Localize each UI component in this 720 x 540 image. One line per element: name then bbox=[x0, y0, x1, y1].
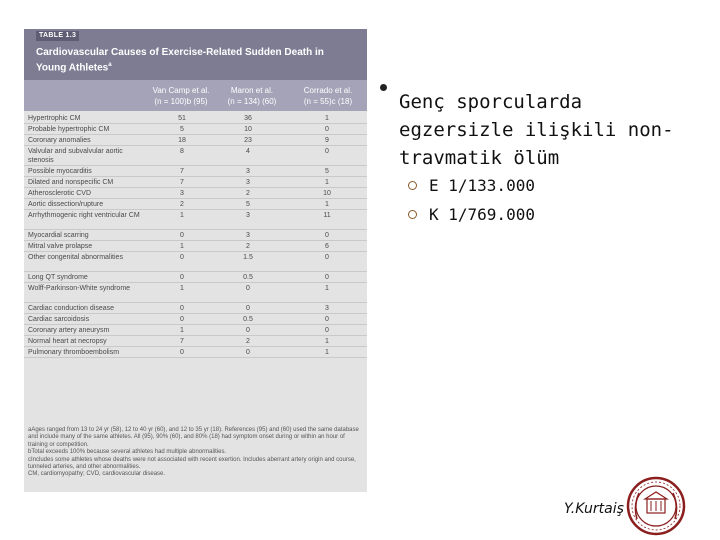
sub-bullet-item bbox=[408, 176, 535, 195]
table-row bbox=[24, 252, 367, 272]
column-header-line2: (n = 100)b (95) bbox=[154, 97, 208, 106]
row-value: 0 bbox=[180, 232, 184, 239]
row-value: 11 bbox=[323, 212, 331, 219]
main-bullet-text: Genç sporcularda egzersizle ilişkili non-travmatik ölüm bbox=[399, 91, 674, 169]
row-value: 1 bbox=[180, 243, 184, 250]
row-value: 1 bbox=[325, 349, 329, 356]
row-value: 2 bbox=[180, 201, 184, 208]
table-row bbox=[24, 188, 367, 199]
circle-bullet-icon bbox=[408, 181, 417, 190]
table-row bbox=[24, 272, 367, 283]
row-value: 0 bbox=[246, 285, 250, 292]
table-footnotes bbox=[28, 427, 363, 479]
row-label: Arrhythmogenic right ventricular CM bbox=[28, 212, 140, 219]
row-value: 18 bbox=[178, 137, 186, 144]
table-row bbox=[24, 314, 367, 325]
row-value: 8 bbox=[180, 148, 184, 155]
row-label: Normal heart at necropsy bbox=[28, 338, 107, 345]
row-value: 1 bbox=[325, 201, 329, 208]
footnote: cIncludes some athletes whose deaths were not associated with recent exertion. Includes aberrant artery origin and course, tunneled arteries, and other abnormalities. bbox=[28, 456, 356, 471]
row-value: 3 bbox=[246, 179, 250, 186]
column-header-line1: Van Camp et al. bbox=[152, 86, 210, 95]
table-header-band bbox=[24, 29, 367, 80]
row-label: Cardiac conduction disease bbox=[28, 305, 114, 312]
row-value: 2 bbox=[246, 190, 250, 197]
row-value: 4 bbox=[246, 148, 250, 155]
row-value: 51 bbox=[178, 115, 186, 122]
row-value: 36 bbox=[244, 115, 252, 122]
row-value: 23 bbox=[244, 137, 252, 144]
row-label: Coronary anomalies bbox=[28, 137, 91, 144]
row-value: 6 bbox=[325, 243, 329, 250]
row-value: 10 bbox=[244, 126, 252, 133]
row-label: Dilated and nonspecific CM bbox=[28, 179, 114, 186]
row-label: Possible myocarditis bbox=[28, 168, 92, 175]
circle-bullet-icon bbox=[408, 210, 417, 219]
row-value: 1 bbox=[325, 179, 329, 186]
row-value: 3 bbox=[246, 212, 250, 219]
footnote: bTotal exceeds 100% because several athletes had multiple abnormalities. bbox=[28, 449, 227, 456]
table-row bbox=[24, 166, 367, 177]
university-seal-icon bbox=[625, 475, 687, 537]
row-value: 3 bbox=[180, 190, 184, 197]
row-value: 1 bbox=[325, 115, 329, 122]
table-row bbox=[24, 124, 367, 135]
row-value: 0 bbox=[325, 232, 329, 239]
row-label: Aortic dissection/rupture bbox=[28, 201, 104, 208]
table-row bbox=[24, 325, 367, 336]
author-name: Y.Kurtaiş bbox=[564, 501, 624, 517]
table-body bbox=[24, 113, 367, 358]
row-value: 5 bbox=[180, 126, 184, 133]
row-value: 0 bbox=[180, 316, 184, 323]
table-row bbox=[24, 336, 367, 347]
table-row bbox=[24, 303, 367, 314]
column-header-van-camp bbox=[138, 85, 224, 107]
row-value: 3 bbox=[246, 168, 250, 175]
row-value: 0.5 bbox=[243, 316, 253, 323]
row-value: 3 bbox=[325, 305, 329, 312]
row-value: 1 bbox=[325, 338, 329, 345]
row-value: 10 bbox=[323, 190, 331, 197]
row-value: 2 bbox=[246, 243, 250, 250]
row-value: 7 bbox=[180, 179, 184, 186]
row-label: Mitral valve prolapse bbox=[28, 243, 93, 250]
row-value: 7 bbox=[180, 168, 184, 175]
row-value: 1.5 bbox=[243, 254, 253, 261]
row-label: Valvular and subvalvular aortic stenosis bbox=[28, 148, 123, 164]
table-row bbox=[24, 113, 367, 124]
row-value: 0 bbox=[325, 327, 329, 334]
row-value: 9 bbox=[325, 137, 329, 144]
footnote: aAges ranged from 13 to 24 yr (58), 12 to 40 yr (60), and 12 to 35 yr (18). References (95) and (60) used the same database and include many of the same athletes. All (95), 90% (60), and 80% (18) had symptom onset during or within an hour of training or competition. bbox=[28, 427, 359, 448]
row-value: 0 bbox=[180, 274, 184, 281]
table-row bbox=[24, 146, 367, 166]
column-header-line1: Corrado et al. bbox=[303, 86, 353, 95]
row-value: 0 bbox=[180, 349, 184, 356]
footnote: CM, cardiomyopathy; CVD, cardiovascular disease. bbox=[28, 471, 166, 478]
row-value: 0 bbox=[246, 349, 250, 356]
row-value: 3 bbox=[246, 232, 250, 239]
column-header-line1: Maron et al. bbox=[230, 86, 274, 95]
row-value: 0 bbox=[246, 327, 250, 334]
row-value: 5 bbox=[325, 168, 329, 175]
row-value: 7 bbox=[180, 338, 184, 345]
row-label: Other congenital abnormalities bbox=[28, 254, 123, 261]
row-value: 0 bbox=[325, 316, 329, 323]
row-value: 0 bbox=[325, 126, 329, 133]
row-label: Long QT syndrome bbox=[28, 274, 88, 281]
table-row bbox=[24, 199, 367, 210]
column-header-line2: (n = 55)c (18) bbox=[303, 97, 353, 106]
table-row bbox=[24, 347, 367, 358]
row-label: Coronary artery aneurysm bbox=[28, 327, 110, 334]
table-title-text: Cardiovascular Causes of Exercise-Related Sudden Death in Young Athletes bbox=[36, 47, 324, 74]
row-value: 0 bbox=[325, 148, 329, 155]
row-value: 1 bbox=[325, 285, 329, 292]
table-row bbox=[24, 283, 367, 303]
sub-bullet-text: K 1/769.000 bbox=[429, 205, 535, 224]
row-value: 1 bbox=[180, 285, 184, 292]
table-row bbox=[24, 241, 367, 252]
row-value: 0 bbox=[325, 274, 329, 281]
row-value: 0 bbox=[180, 305, 184, 312]
row-value: 1 bbox=[180, 327, 184, 334]
row-label: Probable hypertrophic CM bbox=[28, 126, 110, 133]
row-value: 1 bbox=[180, 212, 184, 219]
row-label: Wolff-Parkinson-White syndrome bbox=[28, 285, 131, 292]
table-tag: TABLE 1.3 bbox=[36, 31, 79, 41]
table-row bbox=[24, 177, 367, 188]
row-value: 0 bbox=[246, 305, 250, 312]
column-header-line2: (n = 134) (60) bbox=[227, 97, 277, 106]
row-value: 5 bbox=[246, 201, 250, 208]
row-value: 0 bbox=[325, 254, 329, 261]
table-title-sup: a bbox=[108, 62, 112, 68]
sub-bullet-text: E 1/133.000 bbox=[429, 176, 535, 195]
table-row bbox=[24, 210, 367, 230]
row-value: 0.5 bbox=[243, 274, 253, 281]
row-label: Pulmonary thromboembolism bbox=[28, 349, 120, 356]
sub-bullet-item bbox=[408, 205, 535, 224]
column-header-corrado bbox=[292, 85, 364, 107]
table-row bbox=[24, 230, 367, 241]
row-label: Hypertrophic CM bbox=[28, 115, 81, 122]
table-row bbox=[24, 135, 367, 146]
column-header-bar bbox=[24, 80, 367, 111]
row-label: Cardiac sarcoidosis bbox=[28, 316, 90, 323]
table-figure bbox=[24, 29, 367, 492]
column-header-maron bbox=[217, 85, 287, 107]
bullet-icon bbox=[380, 84, 387, 91]
row-value: 0 bbox=[180, 254, 184, 261]
row-label: Myocardial scarring bbox=[28, 232, 89, 239]
table-title bbox=[36, 47, 356, 74]
row-value: 2 bbox=[246, 338, 250, 345]
row-label: Atherosclerotic CVD bbox=[28, 190, 92, 197]
